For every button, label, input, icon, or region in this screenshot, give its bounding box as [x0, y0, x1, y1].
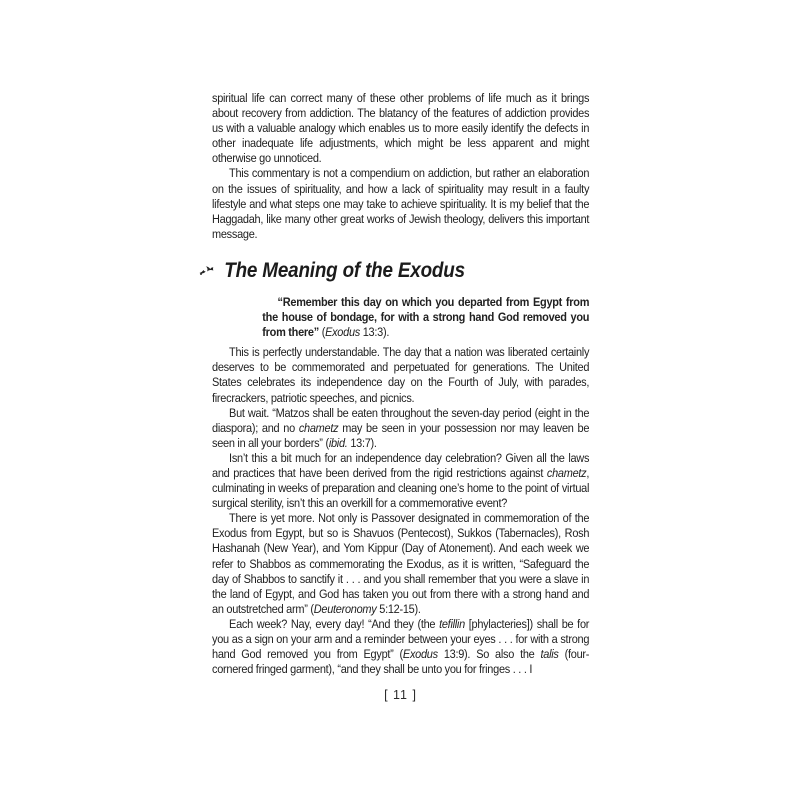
section-heading — [199, 257, 590, 283]
paragraph: This is perfectly understandable. The day that a nation was liberated certainly deserves to be commemorated and perpetuated for generations. The United States celebrates its independence day on the Fourth of July, with parades, firecrackers, patriotic speeches, and picnics. — [212, 345, 590, 405]
paragraph: Each week? Nay, every day! “And they (the tefillin [phylacteries]) shall be for you as a sign on your arm and a reminder between your eyes . . . for with a strong hand God removed you from Egypt” (Exodus 13:9). So also the talis (four-cornered fringed garment), “and they shall be unto you for fringes . . . I — [212, 616, 590, 677]
scripture-quote: “Remember this day on which you departed from Egypt from the house of bondage, for with a strong hand God removed you from there” (Exodus 13:3). — [262, 294, 590, 340]
paragraph-continued-from-previous-page: spiritual life can correct many of these other problems of life much as it brings about recovery from addiction. The blatancy of the features of addiction provides us with a valuable analogy which enables us to more easily identify the defects in other inadequate life adjustments, which might be less apparent and might otherwise go unnoticed. — [212, 91, 590, 166]
paragraph: This commentary is not a compendium on addiction, but rather an elaboration on the issues of spirituality, and how a lack of spirituality may result in a faulty lifestyle and what steps one may take to achieve spirituality. It is my belief that the Haggadah, like many other great works of Jewish theology, delivers this important message. — [212, 166, 590, 241]
paragraph: Isn’t this a bit much for an independence day celebration? Given all the laws and practices that have been derived from the rigid restrictions against chametz, culminating in weeks of preparation and cleaning one’s home to the point of virtual surgical sterility, isn’t this an overkill for a commemorative event? — [212, 450, 590, 511]
fleuron-ornament-icon — [199, 257, 214, 282]
body-text-column — [212, 91, 589, 677]
page-number-footer: [ 11 ] — [384, 688, 417, 702]
paragraph: But wait. “Matzos shall be eaten throughout the seven-day period (eight in the diaspora); and no chametz may be seen in your possession nor may leaven be seen in all your borders” (ibid. 13:7). — [212, 405, 590, 450]
paragraph: There is yet more. Not only is Passover designated in commemoration of the Exodus from Egypt, but so is Shavuos (Pentecost), Sukkos (Tabernacles), Rosh Hashanah (New Year), and Yom Kippur (Day of Atonement). And each week we refer to Shabbos as commemorating the Exodus, as it is written, “Safeguard the day of Shabbos to sanctify it . . . and you shall remember that you were a slave in the land of Egypt, and God has taken you out from there with a strong hand and an outstretched arm” (Deuteronomy 5:12-15). — [212, 511, 590, 616]
section-heading-title: The Meaning of the Exodus — [224, 258, 465, 282]
